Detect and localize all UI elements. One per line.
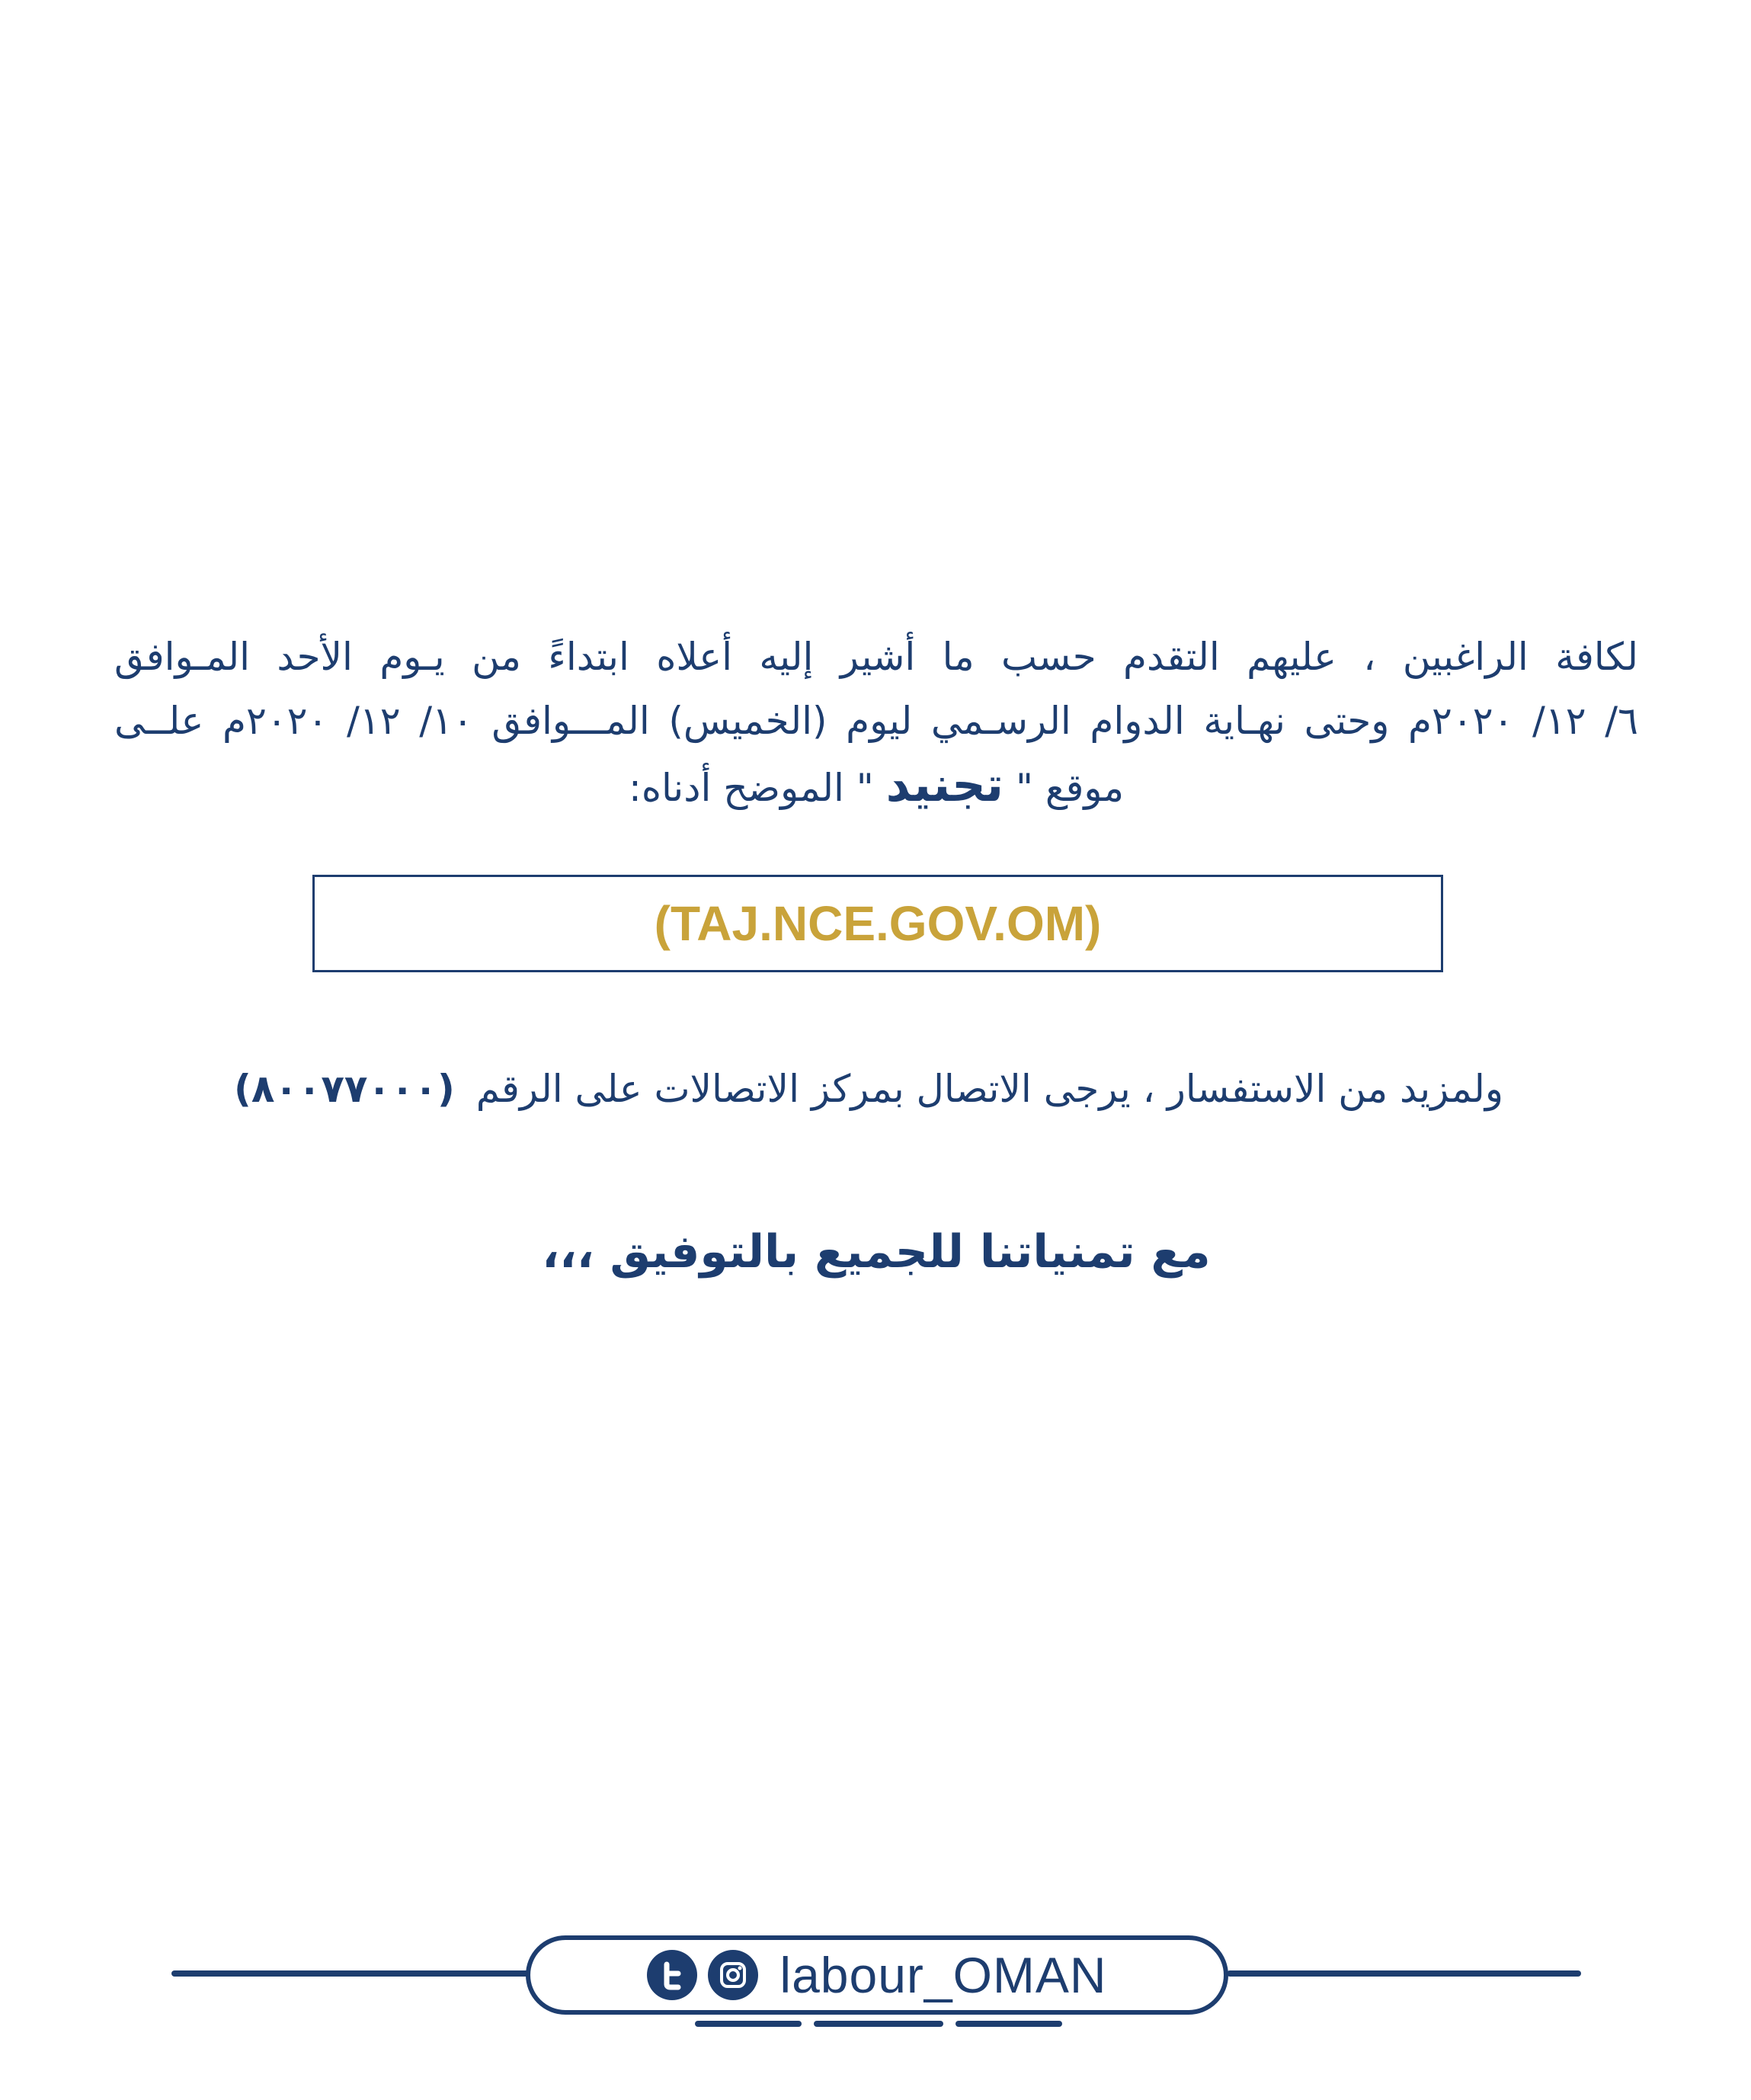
twitter-icon[interactable] — [647, 1950, 697, 2000]
social-handle[interactable]: labour_OMAN — [779, 1947, 1107, 2003]
contact-number[interactable]: (٨٠٠٧٧٠٠٠) — [233, 1067, 455, 1111]
contact-line — [190, 1067, 1547, 1111]
social-handle-badge[interactable] — [526, 1935, 1228, 2015]
announcement-line-3-end: " الموضح أدناه: — [629, 766, 874, 810]
contact-text: ولمزيد من الاستفسار ، يرجى الاتصال بمركز الاتصالات على الرقم — [475, 1067, 1504, 1111]
website-box — [312, 875, 1443, 972]
brand-name: تجنيد — [885, 757, 1004, 812]
website-url[interactable]: (TAJ.NCE.GOV.OM) — [654, 896, 1102, 951]
footer-underbar — [695, 2021, 802, 2027]
announcement-text — [114, 625, 1638, 820]
announcement-line-1: لكافة الراغبين ، عليهم التقدم حسب ما أشير إليه أعلاه ابتداءً من يـوم الأحد المـوافق — [114, 635, 1638, 679]
announcement-line-2: ٦/ ١٢/ ٢٠٢٠م وحتى نهـاية الدوام الرسـمي ليوم (الخميس) المـــوافق ١٠/ ١٢/ ٢٠٢٠م علــى — [114, 699, 1638, 743]
announcement-line-3-start: موقع " — [1015, 766, 1124, 810]
footer-line-left — [171, 1970, 530, 1977]
footer-underbar — [814, 2021, 943, 2027]
footer-line-right — [1227, 1970, 1581, 1977]
announcement-line-3 — [114, 753, 1638, 820]
closing-text: مع تمنياتنا للجميع بالتوفيق ،،، — [542, 1225, 1211, 1279]
footer — [0, 1920, 1751, 2042]
instagram-icon[interactable] — [708, 1950, 758, 2000]
footer-underbar — [956, 2021, 1062, 2027]
